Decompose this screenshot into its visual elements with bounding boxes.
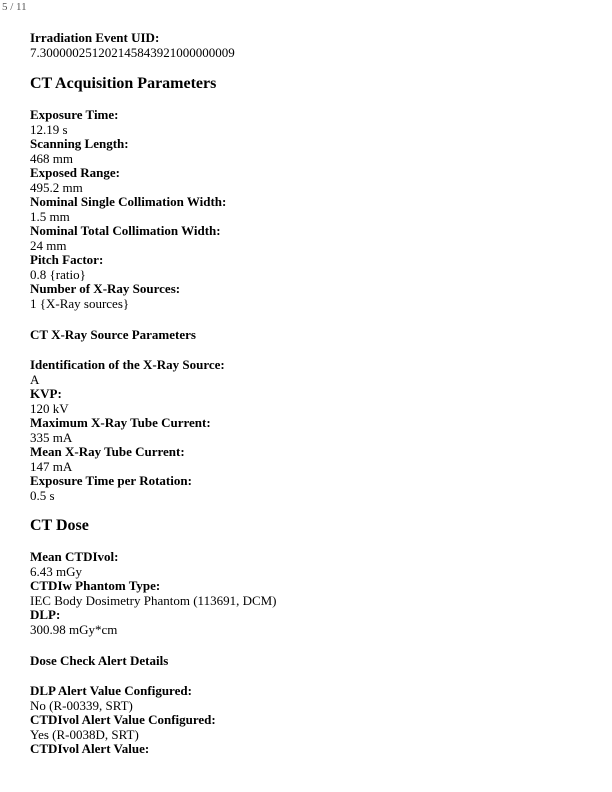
field-label: KVP: bbox=[30, 386, 62, 401]
field-value: 1 {X-Ray sources} bbox=[30, 295, 130, 311]
acquisition-section bbox=[30, 75, 590, 311]
field-value: 6.43 mGy bbox=[30, 563, 82, 579]
field-value: 0.8 {ratio} bbox=[30, 266, 86, 282]
field-value: 24 mm bbox=[30, 237, 67, 253]
field-value: 7.300000251202145843921000000009 bbox=[30, 44, 235, 60]
dose-check-alert-section bbox=[30, 653, 590, 757]
field-label: Irradiation Event UID: bbox=[30, 30, 160, 45]
field-label: CTDIvol Alert Value: bbox=[30, 741, 150, 756]
field-value: IEC Body Dosimetry Phantom (113691, DCM) bbox=[30, 592, 277, 608]
page-number: 5 / 11 bbox=[2, 1, 27, 13]
xray-source-section bbox=[30, 327, 590, 503]
field-value: No (R-00339, SRT) bbox=[30, 697, 133, 713]
field-value: 335 mA bbox=[30, 429, 73, 445]
field-value: 120 kV bbox=[30, 400, 69, 416]
subsection-heading: Dose Check Alert Details bbox=[30, 653, 169, 668]
field-label: Pitch Factor: bbox=[30, 252, 104, 267]
field-value: 12.19 s bbox=[30, 121, 68, 137]
section-heading: CT Acquisition Parameters bbox=[30, 75, 217, 92]
field-label: CTDIw Phantom Type: bbox=[30, 578, 161, 593]
field-label: DLP Alert Value Configured: bbox=[30, 683, 192, 698]
field-label: Maximum X-Ray Tube Current: bbox=[30, 415, 211, 430]
field-value: A bbox=[30, 371, 40, 387]
ct-dose-section bbox=[30, 517, 590, 637]
report-content bbox=[30, 31, 590, 757]
field-value: 468 mm bbox=[30, 150, 73, 166]
field-value: 1.5 mm bbox=[30, 208, 70, 224]
field-label: CTDIvol Alert Value Configured: bbox=[30, 712, 216, 727]
field-label: DLP: bbox=[30, 607, 61, 622]
subsection-heading: CT X-Ray Source Parameters bbox=[30, 327, 196, 342]
field-value: 300.98 mGy*cm bbox=[30, 621, 118, 637]
field-label: Exposure Time: bbox=[30, 107, 119, 122]
field-label: Nominal Single Collimation Width: bbox=[30, 194, 227, 209]
field-label: Scanning Length: bbox=[30, 136, 129, 151]
section-heading: CT Dose bbox=[30, 517, 89, 534]
irradiation-event-section bbox=[30, 31, 590, 60]
field-label: Nominal Total Collimation Width: bbox=[30, 223, 221, 238]
field-label: Mean CTDIvol: bbox=[30, 549, 119, 564]
field-label: Exposure Time per Rotation: bbox=[30, 473, 192, 488]
field-value: 147 mA bbox=[30, 458, 73, 474]
field-value: 495.2 mm bbox=[30, 179, 83, 195]
field-label: Exposed Range: bbox=[30, 165, 120, 180]
field-label: Number of X-Ray Sources: bbox=[30, 281, 181, 296]
field-value: 0.5 s bbox=[30, 487, 55, 503]
field-label: Identification of the X-Ray Source: bbox=[30, 357, 225, 372]
field-value: Yes (R-0038D, SRT) bbox=[30, 726, 139, 742]
field-label: Mean X-Ray Tube Current: bbox=[30, 444, 185, 459]
